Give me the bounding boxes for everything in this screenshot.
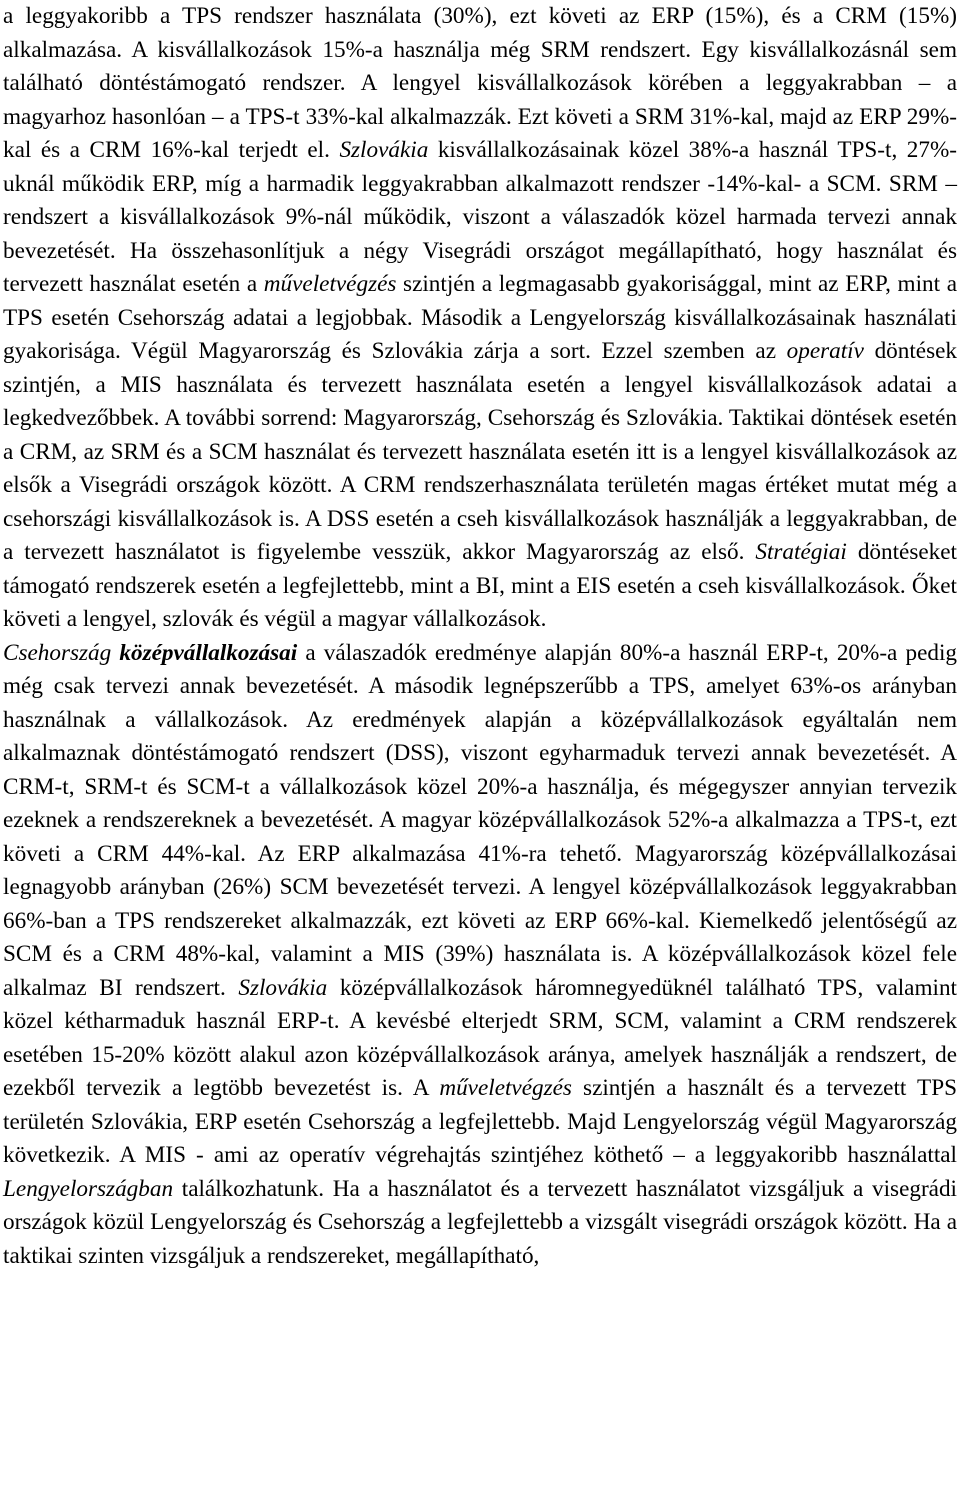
emphasis-medium-enterprises: középvállalkozásai	[119, 639, 298, 666]
text-run: a leggyakoribb a TPS rendszer használata (30%), ezt követi az ERP (15%), és a CRM (15%) alkalmazása. A kisvállalkozások 15%-a használja még SRM rendszert. Egy kisvállalkozásnál sem található döntéstámogató rendszer. A lengyel kisvállalkozások körében a leggyakrabban – a magyarhoz hasonlóan – a TPS-t 33%-kal alkalmazzák. Ezt követi a SRM 31%-kal, majd az ERP 29%-kal és a CRM 16%-kal terjedt el.	[3, 3, 957, 163]
text-run: szintjén a használt és a tervezett TPS területén Szlovákia, ERP esetén Csehország a legfejlettebb. Majd Lengyelország végül Magyarország következik. A MIS - ami az operatív végrehajtás szintjéhez köthető – a leggyakoribb használattal	[3, 1075, 957, 1168]
paragraph-small-enterprises	[3, 0, 957, 637]
text-run: döntéseket támogató rendszerek esetén a legfejlettebb, mint a BI, mint a EIS esetén a cseh kisvállalkozások. Őket követi a lengyel, szlovák és végül a magyar vállalkozások.	[3, 539, 957, 632]
text-run: szintjén a legmagasabb gyakorisággal, mint az ERP, mint a TPS esetén Csehország adatai a legjobbak. Második a Lengyelország kisvállalkozásainak használati gyakorisága. Végül Magyarország és Szlovákia zárja a sort. Ezzel szemben az	[3, 271, 957, 364]
emphasis-operations-level: műveletvégzés	[263, 271, 397, 297]
text-run: döntések szintjén, a MIS használata és tervezett használata esetén a lengyel kisvállalkozások adatai a legkedvezőbbek. A további sorrend: Magyarország, Csehország és Szlovákia. Taktikai döntések esetén a CRM, az SRM és a SCM használat és tervezett használata esetén itt is a lengyel kisvállalkozások az elsők a Visegrádi országok között. A CRM rendszerhasználata területén magas értéket mutat még a csehországi kisvállalkozások is. A DSS esetén a cseh kisvállalkozások használják a leggyakrabban, de a tervezett használatot is figyelembe vesszük, akkor Magyarország az első.	[3, 338, 957, 565]
text-run: kisvállalkozásainak közel 38%-a használ TPS-t, 27%-uknál működik ERP, míg a harmadik leggyakrabban alkalmazott rendszer -14%-kal- a SCM. SRM – rendszert a kisvállalkozások 9%-nál működik, viszont a válaszadók közel harmada tervezi annak bevezetését. Ha összehasonlítjuk a négy Visegrádi országot megállapítható, hogy használat és tervezett használat esetén a	[3, 137, 957, 297]
emphasis-operative-level: operatív	[786, 338, 864, 364]
text-run: találkozhatunk. Ha a használatot és a tervezett használatot vizsgáljuk a visegrádi országok közül Lengyelország és Csehország a legfejlettebb a vizsgált visegrádi országok között. Ha a taktikai szinten vizsgáljuk a rendszereket, megállapítható,	[3, 1175, 957, 1269]
emphasis-country-czechia: Csehország	[3, 639, 112, 666]
emphasis-operations-level: műveletvégzés	[439, 1075, 572, 1101]
emphasis-country-slovakia: Szlovákia	[339, 137, 429, 163]
text-run: a válaszadók eredménye alapján 80%-a használ ERP-t, 20%-a pedig még csak tervezi annak bevezetését. A második legnépszerűbb a TPS, amelyet 63%-os arányban használnak a vállalkozások. Az eredmények alapján a középvállalkozások egyáltalán nem alkalmaznak döntéstámogató rendszert (DSS), viszont egyharmaduk tervezi annak bevezetését. A CRM-t, SRM-t és SCM-t a vállalkozások közel 20%-a használja, és mégegyszer annyian tervezik ezeknek a rendszereknek a bevezetését. A magyar középvállalkozások 52%-a alkalmazza a TPS-t, ezt követi a CRM 44%-kal. Az ERP alkalmazása 41%-ra tehető. Magyarország középvállalkozásai legnagyobb arányban (26%) SCM bevezetését tervezi. A lengyel középvállalkozások leggyakrabban 66%-ban a TPS rendszereket alkalmazzák, ezt követi az ERP 66%-kal. Kiemelkedő jelentőségű az SCM és a CRM 48%-kal, valamint a MIS (39%) használata is. A középvállalkozások közel fele alkalmaz BI rendszert.	[3, 639, 958, 1001]
paragraph-medium-enterprises	[3, 637, 957, 1274]
text-run: középvállalkozások háromnegyedüknél található TPS, valamint közel kétharmaduk használ ERP-t. A kevésbé elterjedt SRM, SCM, valamint a CRM rendszerek esetében 15-20% között alakul azon középvállalkozások aránya, amelyek használják a rendszert, de ezekből tervezik a legtöbb bevezetést is. A	[3, 974, 957, 1101]
emphasis-country-poland: Lengyelországban	[3, 1175, 174, 1202]
emphasis-country-slovakia: Szlovákia	[238, 974, 328, 1001]
emphasis-strategic-level: Stratégiai	[755, 539, 847, 565]
